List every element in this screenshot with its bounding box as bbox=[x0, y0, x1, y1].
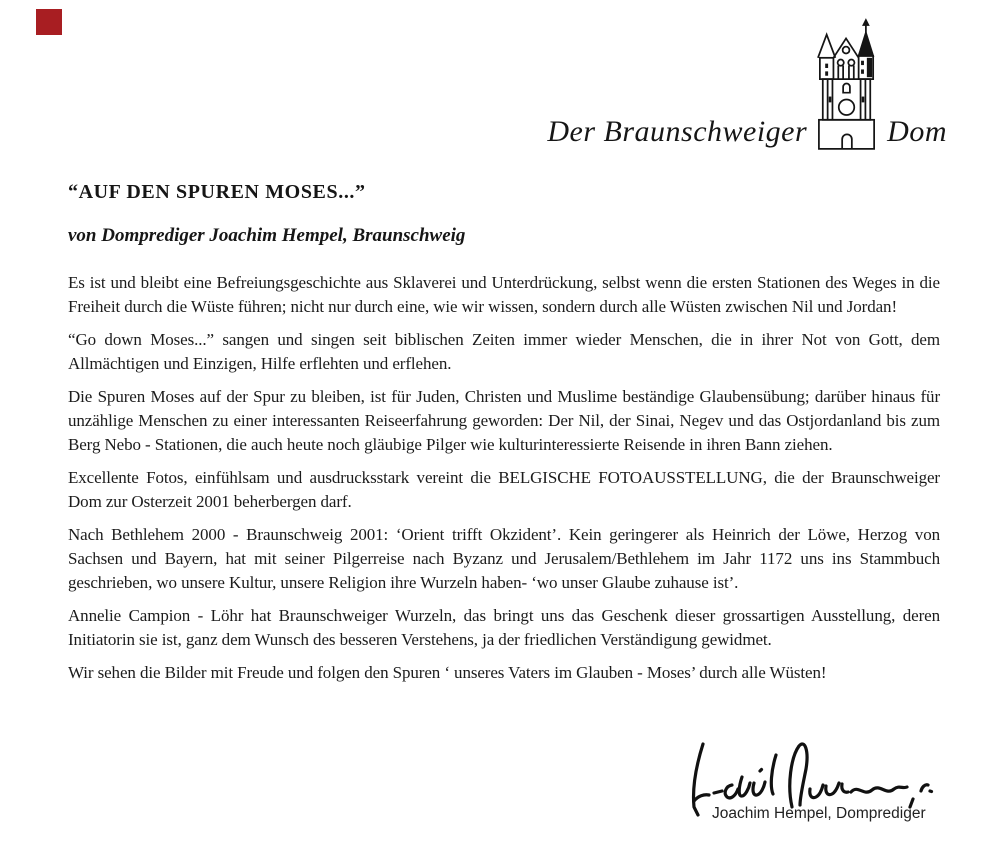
letterhead bbox=[547, 14, 947, 152]
letter-body bbox=[68, 181, 940, 694]
paragraph: Nach Bethlehem 2000 - Braunschweig 2001: ‘Orient trifft Okzident’. Kein geringerer als Heinrich der Löwe, Herzog von Sachsen und Bayern, hat mit seiner Pilgerreise nach Byzanz und Jerusalem/Bethlehem im Jahr 1172 uns ins Stammbuch geschrieben, wo unsere Kultur, unsere Religion ihre Wurzeln haben- ‘wo unser Glaube zuhause ist’. bbox=[68, 525, 940, 592]
brand-name-right: Dom bbox=[887, 115, 947, 148]
paragraph: Die Spuren Moses auf der Spur zu bleiben, ist für Juden, Christen und Muslime beständige Glaubensübung; darüber hinaus für unzählige Menschen zu einer interessanten Reiseerfahrung geworden: Der Nil, der Sinai, Negev und das Ostjordanland bis zum Berg Nebo - Stationen, die auch heute noch gläubige Pilger wie kulturinteressierte Reisende in ihren Bann ziehen. bbox=[68, 387, 940, 454]
paragraph: Es ist und bleibt eine Befreiungsgeschichte aus Sklaverei und Unterdrückung, selbst wenn die ersten Stationen des Weges in die Freiheit durch die Wüste führen; nicht nur durch eine, wie wir wissen, sondern durch alle Wüsten zwischen Nil und Jordan! bbox=[68, 273, 940, 316]
signature-block bbox=[688, 739, 935, 823]
signature-caption: Joachim Hempel, Domprediger bbox=[712, 805, 926, 822]
article-byline: von Domprediger Joachim Hempel, Braunschweig bbox=[68, 225, 466, 246]
paragraph: “Go down Moses...” sangen und singen seit biblischen Zeiten immer wieder Menschen, die in ihrer Not von Gott, dem Allmächtigen und Einzigen, Hilfe erflehten und erflehen. bbox=[68, 330, 940, 373]
paragraphs-container bbox=[68, 271, 940, 685]
paragraph: Wir sehen die Bilder mit Freude und folgen den Spuren ‘ unseres Vaters im Glauben - Moses’ durch alle Wüsten! bbox=[68, 663, 827, 682]
brand-name-left: Der Braunschweiger bbox=[547, 115, 808, 148]
article-title: “AUF DEN SPUREN MOSES...” bbox=[68, 181, 366, 203]
paragraph: Excellente Fotos, einfühlsam und ausdrucksstark vereint die BELGISCHE FOTOAUSSTELLUNG, die der Braunschweiger Dom zur Osterzeit 2001 beherbergen darf. bbox=[68, 468, 940, 511]
paragraph: Annelie Campion - Löhr hat Braunschweiger Wurzeln, das bringt uns das Geschenk dieser grossartigen Ausstellung, deren Initiatorin sie ist, ganz dem Wunsch des besseren Verstehens, ja der friedlichen Verständigung gewidmet. bbox=[68, 606, 940, 649]
red-corner-marker bbox=[36, 9, 62, 35]
cathedral-logo-icon bbox=[816, 14, 878, 152]
